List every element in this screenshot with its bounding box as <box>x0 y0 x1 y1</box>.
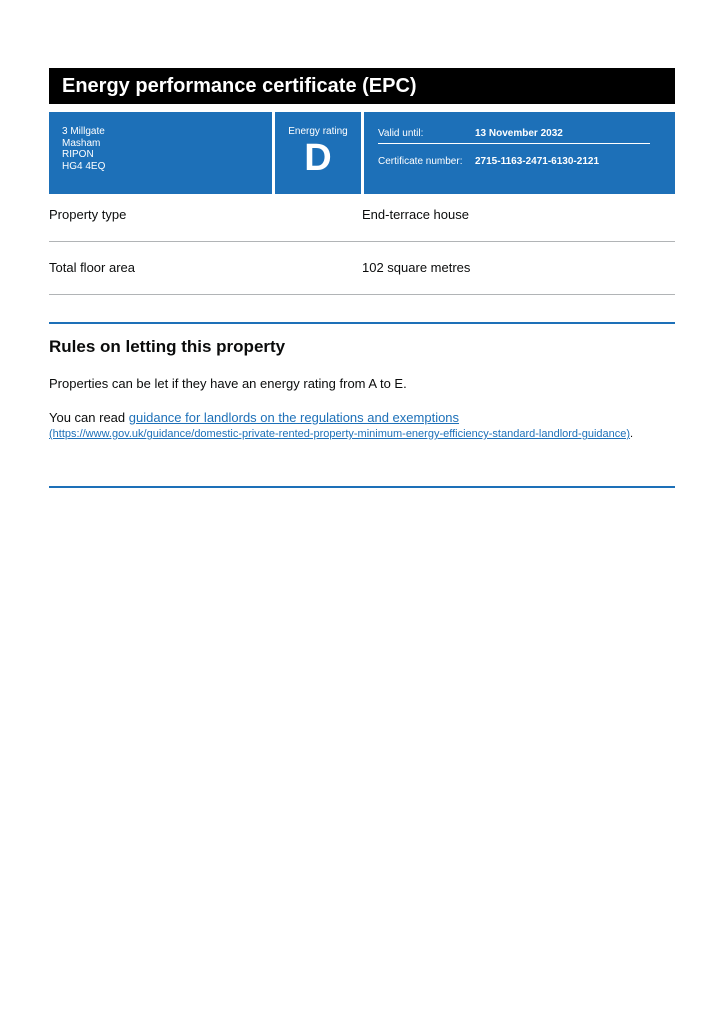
property-type-row <box>49 207 675 242</box>
energy-rating-label: Energy rating <box>288 126 348 137</box>
letting-rules-heading: Rules on letting this property <box>49 337 286 356</box>
certificate-summary <box>49 112 675 194</box>
page-title: Energy performance certificate (EPC) <box>49 68 675 104</box>
guidance-link[interactable]: guidance for landlords on the regulations and exemptions <box>128 410 460 425</box>
section-divider-bottom <box>49 486 675 488</box>
property-type-value: End-terrace house <box>362 207 469 222</box>
valid-until-label: Valid until: <box>378 127 424 139</box>
address-panel <box>49 112 272 194</box>
valid-until-row <box>378 125 675 141</box>
address-line-2: Masham <box>62 137 101 149</box>
floor-area-label: Total floor area <box>49 260 135 275</box>
guidance-paragraph <box>49 410 675 442</box>
section-divider-top <box>49 322 675 324</box>
valid-until-value: 13 November 2032 <box>475 127 563 139</box>
address-line-1: 3 Millgate <box>62 126 105 137</box>
certificate-number-value: 2715-1163-2471-6130-2121 <box>475 155 599 167</box>
energy-rating-value: D <box>304 137 332 179</box>
guidance-url-link[interactable]: (https://www.gov.uk/guidance/domestic-private-rented-property-minimum-energy-efficiency-standard-landlord-guidance) <box>49 428 631 440</box>
floor-area-row <box>49 260 675 295</box>
address-line-3: RIPON <box>62 149 94 160</box>
details-divider <box>378 143 650 144</box>
certificate-number-label: Certificate number: <box>378 155 463 167</box>
floor-area-value: 102 square metres <box>362 260 471 275</box>
certificate-details-panel <box>364 112 675 194</box>
guidance-suffix: . <box>630 428 634 440</box>
address-postcode: HG4 4EQ <box>62 160 106 172</box>
letting-rule-text: Properties can be let if they have an energy rating from A to E. <box>49 376 407 391</box>
certificate-number-row <box>378 153 675 169</box>
property-type-label: Property type <box>49 207 127 222</box>
guidance-prefix: You can read <box>49 410 129 425</box>
energy-rating-panel <box>275 112 361 194</box>
